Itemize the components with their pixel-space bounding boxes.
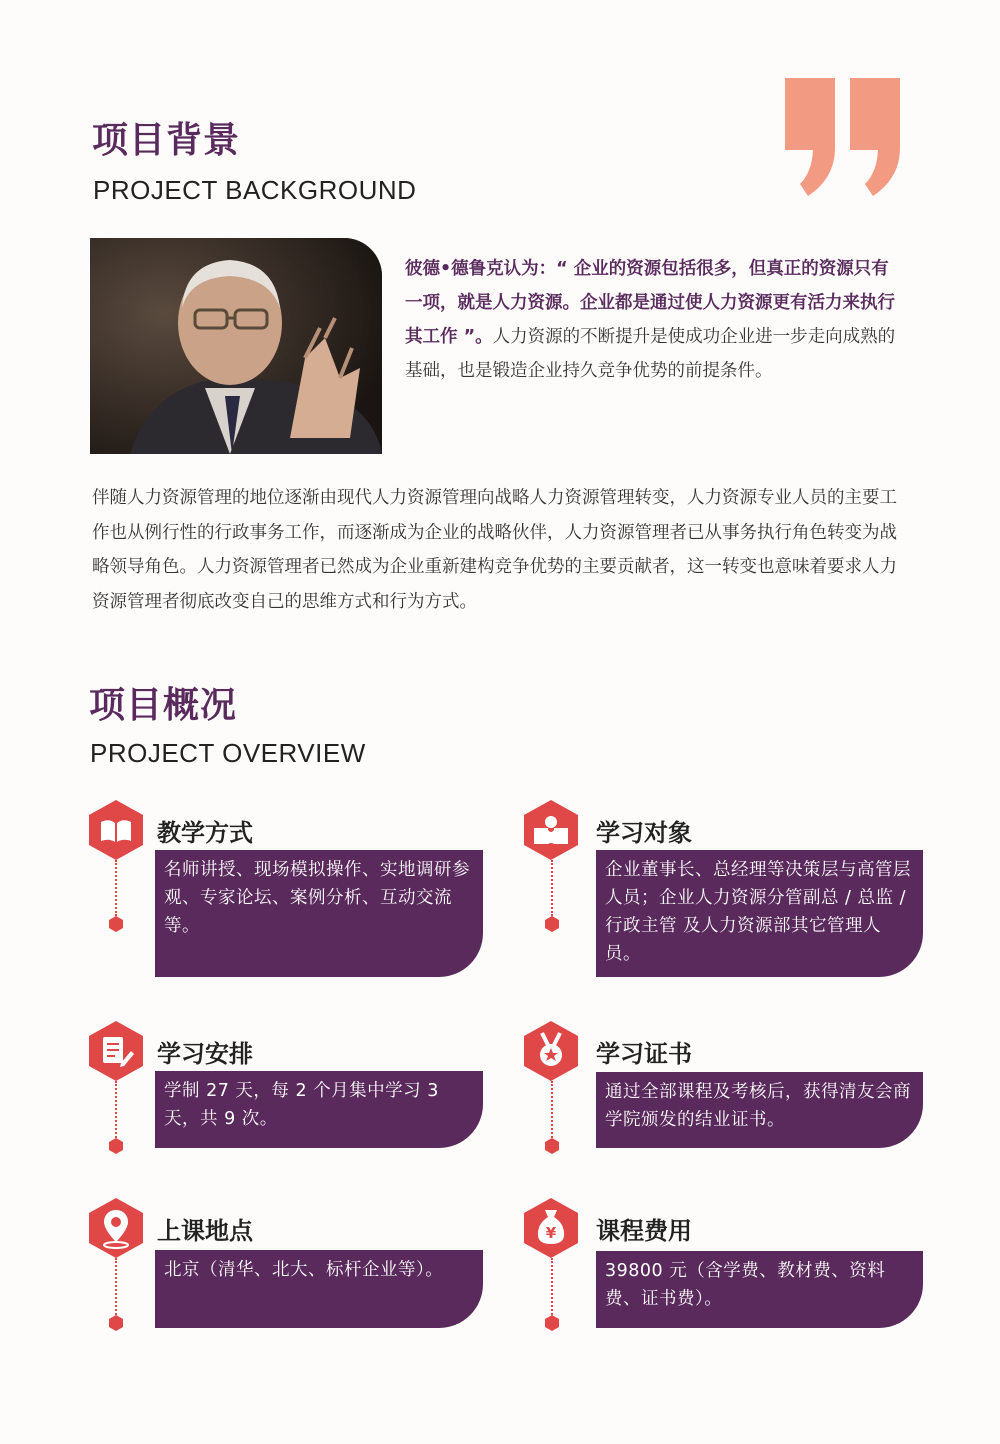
item-title-schedule: 学习安排 xyxy=(157,1040,253,1068)
overview-title-en: PROJECT OVERVIEW xyxy=(90,738,366,768)
timeline-node xyxy=(109,1315,123,1331)
intro-quote: 彼德•德鲁克认为：“ 企业的资源包括很多，但真正的资源只有一项，就是人力资源。企业都是通过使人力资源更有活力来执行其工作 ”。 xyxy=(405,259,895,347)
timeline-node xyxy=(545,1138,559,1154)
timeline-node xyxy=(109,916,123,932)
portrait-photo xyxy=(90,238,382,454)
item-box-schedule: 学制 27 天，每 2 个月集中学习 3 天，共 9 次。 xyxy=(155,1071,483,1148)
money-bag-icon xyxy=(524,1198,578,1258)
item-box-location: 北京（清华、北大、标杆企业等）。 xyxy=(155,1250,483,1328)
timeline-dots xyxy=(551,1258,553,1315)
quote-mark-icon xyxy=(780,70,910,200)
item-title-fee: 课程费用 xyxy=(596,1217,692,1245)
reader-icon xyxy=(524,800,578,860)
intro-text xyxy=(405,252,905,388)
background-paragraph: 伴随人力资源管理的地位逐渐由现代人力资源管理向战略人力资源管理转变，人力资源专业人员的主要工作也从例行性的行政事务工作，而逐渐成为企业的战略伙伴，人力资源管理者已从事务执行角色转变为战略领导角色。人力资源管理者已然成为企业重新建构竞争优势的主要贡献者，这一转变也意味着要求人力资源管理者彻底改变自己的思维方式和行为方式。 xyxy=(92,488,897,612)
overview-title-cn: 项目概况 xyxy=(89,685,238,726)
open-book-icon xyxy=(89,800,143,860)
location-pin-icon xyxy=(89,1198,143,1258)
timeline-dots xyxy=(115,1081,117,1138)
item-title-teaching: 教学方式 xyxy=(157,819,253,847)
timeline-dots xyxy=(551,860,553,916)
medal-icon xyxy=(524,1021,578,1081)
timeline-node xyxy=(545,1315,559,1331)
svg-text:¥: ¥ xyxy=(545,1224,557,1242)
timeline-dots xyxy=(115,860,117,916)
item-title-location: 上课地点 xyxy=(157,1217,253,1245)
timeline-node xyxy=(545,916,559,932)
timeline-dots xyxy=(551,1081,553,1138)
item-title-audience: 学习对象 xyxy=(596,819,692,847)
item-box-teaching: 名师讲授、现场模拟操作、实地调研参观、专家论坛、案例分析、互动交流等。 xyxy=(155,850,483,977)
document-pen-icon xyxy=(89,1021,143,1081)
timeline-node xyxy=(109,1138,123,1154)
item-box-audience: 企业董事长、总经理等决策层与高管层人员；企业人力资源分管副总 / 总监 / 行政主管 及人力资源部其它管理人员。 xyxy=(596,850,923,977)
item-title-certificate: 学习证书 xyxy=(596,1040,692,1068)
intro-rest: 人力资源的不断提升是使成功企业进一步走向成熟的基础，也是锻造企业持久竞争优势的前提条件。 xyxy=(405,327,896,381)
background-title-en: PROJECT BACKGROUND xyxy=(93,175,417,205)
item-box-fee: 39800 元（含学费、教材费、资料费、证书费）。 xyxy=(596,1251,923,1328)
timeline-dots xyxy=(115,1258,117,1315)
background-title-cn: 项目背景 xyxy=(92,120,241,161)
item-box-certificate: 通过全部课程及考核后，获得清友会商学院颁发的结业证书。 xyxy=(596,1072,923,1148)
